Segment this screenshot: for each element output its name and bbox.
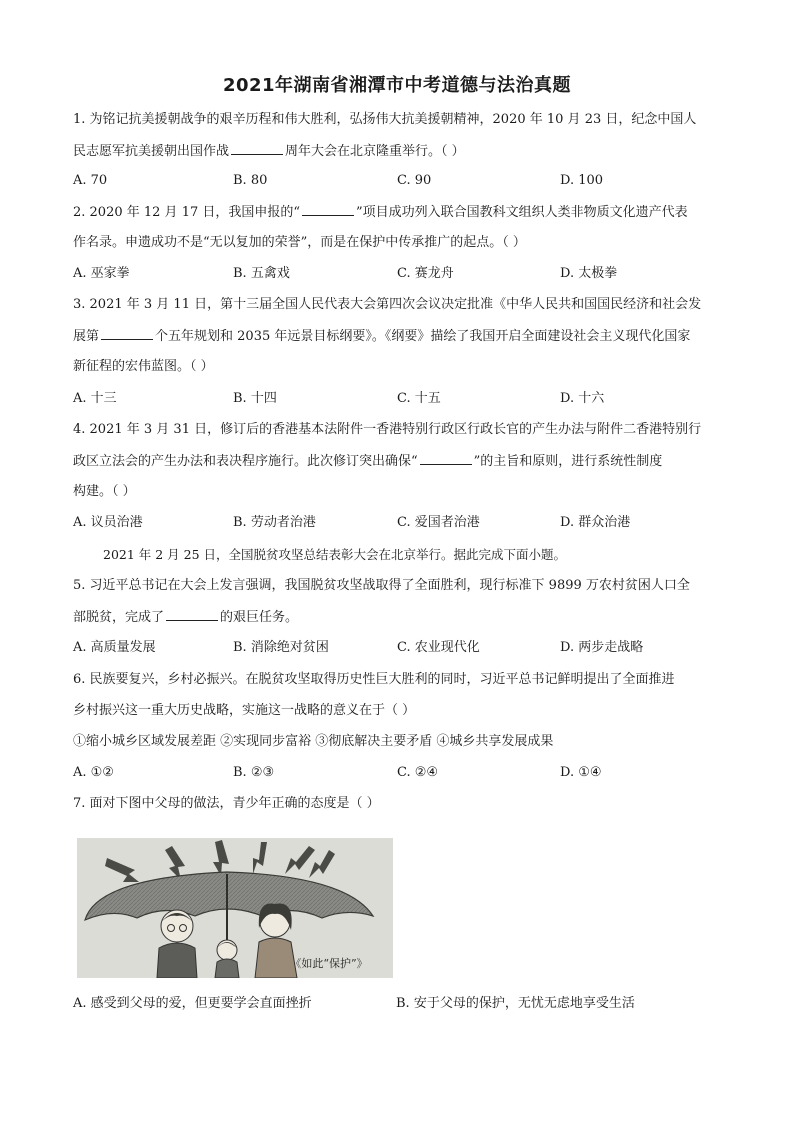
q3-blank (101, 327, 153, 340)
q1-option-c[interactable]: C. 90 (397, 173, 432, 188)
q5-option-a[interactable]: A. 高质量发展 (73, 640, 156, 655)
q1-line2 (73, 142, 465, 161)
q5-option-d[interactable]: D. 两步走战略 (560, 640, 644, 655)
q1-line1: 1. 为铭记抗美援朝战争的艰辛历程和伟大胜利，弘扬伟大抗美援朝精神，2020 年 10 月 23 日，纪念中国人 (73, 112, 697, 127)
q2-option-d[interactable]: D. 太极拳 (560, 266, 618, 281)
q2-option-a[interactable]: A. 巫家拳 (73, 266, 130, 281)
q4-blank (420, 452, 472, 465)
q5-line2-end: 的艰巨任务。 (220, 610, 299, 625)
q6-option-d[interactable]: D. ①④ (560, 765, 602, 780)
q5-blank (166, 608, 218, 621)
q3-line2-end: 个五年规划和 2035 年远景目标纲要》。《纲要》描绘了我国开启全面建设社会主义现代化国家 (155, 329, 691, 344)
q2-line2: 作名录。申遗成功不是“无以复加的荣誉”，而是在保护中传承推广的起点。（ ） (73, 235, 526, 250)
q4-option-a[interactable]: A. 议员治港 (73, 515, 143, 530)
q1-line2-start: 民志愿军抗美援朝出国作战 (73, 144, 230, 159)
q5-option-b[interactable]: B. 消除绝对贫困 (233, 640, 329, 655)
q4-option-b[interactable]: B. 劳动者治港 (233, 515, 316, 530)
q4-option-d[interactable]: D. 群众治港 (560, 515, 631, 530)
q1-blank (231, 142, 283, 155)
q7-option-a[interactable]: A. 感受到父母的爱，但更要学会直面挫折 (73, 996, 312, 1011)
q4-line1: 4. 2021 年 3 月 31 日，修订后的香港基本法附件一香港特别行政区行政长官的产生办法与附件二香港特别行 (73, 422, 702, 437)
q6-line2: 乡村振兴这一重大历史战略，实施这一战略的意义在于（ ） (73, 703, 416, 718)
q3-option-b[interactable]: B. 十四 (233, 391, 277, 406)
q2-option-b[interactable]: B. 五禽戏 (233, 266, 290, 281)
q2-line1-start: 2. 2020 年 12 月 17 日，我国申报的“ (73, 205, 301, 220)
q1-line2-end: 周年大会在北京隆重举行。（ ） (285, 144, 465, 159)
cartoon-caption: 《如此“保护”》 (290, 957, 368, 970)
q3-line3: 新征程的宏伟蓝图。（ ） (73, 359, 214, 374)
q2-line1-end: ”项目成功列入联合国教科文组织人类非物质文化遗产代表 (356, 205, 688, 220)
q6-option-a[interactable]: A. ①② (73, 765, 114, 780)
q2-line1 (73, 203, 688, 222)
cartoon-illustration (77, 838, 393, 978)
q6-option-b[interactable]: B. ②③ (233, 765, 275, 780)
q3-line1: 3. 2021 年 3 月 11 日，第十三届全国人民代表大会第四次会议决定批准《中华人民共和国国民经济和社会发 (73, 297, 702, 312)
q6-option-c[interactable]: C. ②④ (397, 765, 439, 780)
q4-line2-start: 政区立法会的产生办法和表决程序施行。此次修订突出确保“ (73, 454, 418, 469)
q3-option-a[interactable]: A. 十三 (73, 391, 117, 406)
q1-option-b[interactable]: B. 80 (233, 173, 268, 188)
q5-option-c[interactable]: C. 农业现代化 (397, 640, 480, 655)
q1-option-d[interactable]: D. 100 (560, 173, 604, 188)
q3-option-d[interactable]: D. 十六 (560, 391, 605, 406)
q6-statements: ①缩小城乡区域发展差距 ②实现同步富裕 ③彻底解决主要矛盾 ④城乡共享发展成果 (73, 734, 554, 749)
q2-option-c[interactable]: C. 赛龙舟 (397, 266, 454, 281)
page-title: 2021年湖南省湘潭市中考道德与法治真题 (222, 75, 572, 96)
q5-line2-start: 部脱贫，完成了 (73, 610, 165, 625)
q3-option-c[interactable]: C. 十五 (397, 391, 441, 406)
q4-option-c[interactable]: C. 爱国者治港 (397, 515, 480, 530)
q4-line2-end: ”的主旨和原则，进行系统性制度 (473, 454, 663, 469)
q3-line2-start: 展第 (73, 329, 100, 344)
q4-line2 (73, 452, 662, 471)
q6-line1: 6. 民族要复兴，乡村必振兴。在脱贫攻坚取得历史性巨大胜利的同时，习近平总书记鲜明提出了全面推进 (73, 672, 675, 687)
q5-line1: 5. 习近平总书记在大会上发言强调，我国脱贫攻坚战取得了全面胜利，现行标准下 9899 万农村贫困人口全 (73, 578, 690, 593)
q2-blank (302, 203, 354, 216)
q4-line3: 构建。（ ） (73, 484, 136, 499)
q7-line1: 7. 面对下图中父母的做法，青少年正确的态度是（ ） (73, 796, 380, 811)
q5-line2 (73, 608, 298, 627)
group-intro: 2021 年 2 月 25 日，全国脱贫攻坚总结表彰大会在北京举行。据此完成下面小题。 (103, 547, 567, 562)
q3-line2 (73, 327, 690, 346)
q1-option-a[interactable]: A. 70 (73, 173, 108, 188)
q7-option-b[interactable]: B. 安于父母的保护，无忧无虑地享受生活 (396, 996, 635, 1011)
